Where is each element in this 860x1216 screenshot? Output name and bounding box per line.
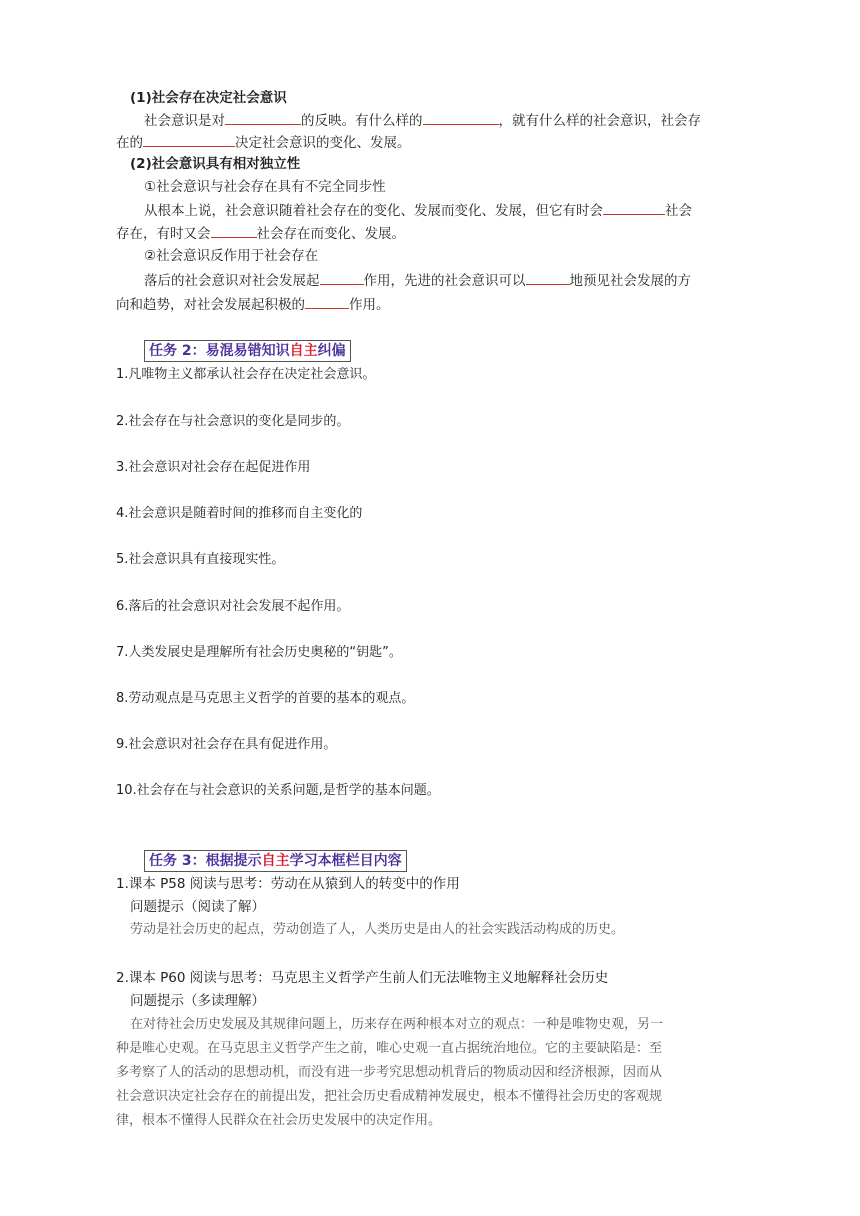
hint-body-2-line: 律，根本不懂得人民群众在社会历史发展中的决定作用。 [116,1113,442,1128]
subheading-reaction: ②社会意识反作用于社会存在 [144,248,319,264]
hint-label-1: 问题提示（阅读了解） [130,899,265,915]
fill-blank[interactable] [320,270,364,285]
fill-blank[interactable] [526,270,570,285]
paragraph-line: 存在，有时又会 社会存在而变化、发展。 [116,223,405,244]
list-item: 2.社会存在与社会意识的变化是同步的。 [116,414,350,429]
fill-blank[interactable] [423,110,499,125]
hint-body-1: 劳动是社会历史的起点，劳动创造了人，人类历史是由人的社会实践活动构成的历史。 [130,922,625,937]
list-item: 10.社会存在与社会意识的关系问题,是哲学的基本问题。 [116,783,440,798]
list-item: 1.凡唯物主义都承认社会存在决定社会意识。 [116,367,376,382]
list-item: 4.社会意识是随着时间的推移而自主变化的 [116,506,363,521]
task2-heading: 任务 2：易混易错知识自主纠偏 [144,340,351,362]
fill-blank[interactable] [603,200,665,215]
paragraph-line: 社会意识是对 的反映。有什么样的 ，就有什么样的社会意识，社会存 [144,110,701,131]
hint-body-2-line: 多考察了人的活动的思想动机，而没有进一步考究思想动机背后的物质动因和经济根源，因而从 [116,1065,663,1080]
heading-social-existence-determines: (1)社会存在决定社会意识 [130,90,287,106]
list-item: 5.社会意识具有直接现实性。 [116,552,285,567]
list-item: 8.劳动观点是马克思主义哲学的首要的基本的观点。 [116,691,415,706]
list-item: 3.社会意识对社会存在起促进作用 [116,460,311,475]
paragraph-line: 向和趋势，对社会发展起积极的 作用。 [116,294,390,315]
paragraph-line: 落后的社会意识对社会发展起 作用，先进的社会意识可以 地预见社会发展的方 [144,270,691,291]
hint-label-2: 问题提示（多读理解） [130,993,265,1009]
hint-body-2-line: 在对待社会历史发展及其规律问题上，历来存在两种根本对立的观点：一种是唯物史观，另一 [130,1017,664,1032]
subheading-asynchrony: ①社会意识与社会存在具有不完全同步性 [144,179,386,195]
fill-blank[interactable] [143,132,235,147]
hint-body-2-line: 社会意识决定社会存在的前提出发，把社会历史看成精神发展史，根本不懂得社会历史的客观规 [116,1089,663,1104]
paragraph-line: 在的 决定社会意识的变化、发展。 [116,132,411,153]
fill-blank[interactable] [211,223,257,238]
question-title-2: 2.课本 P60 阅读与思考：马克思主义哲学产生前人们无法唯物主义地解释社会历史 [116,970,609,986]
list-item: 7.人类发展史是理解所有社会历史奥秘的“钥匙”。 [116,645,402,660]
paragraph-line: 从根本上说，社会意识随着社会存在的变化、发展而变化、发展，但它有时会 社会 [144,200,692,221]
list-item: 9.社会意识对社会存在具有促进作用。 [116,737,337,752]
fill-blank[interactable] [225,110,301,125]
heading-relative-independence: (2)社会意识具有相对独立性 [130,156,301,172]
list-item: 6.落后的社会意识对社会发展不起作用。 [116,599,350,614]
task3-heading: 任务 3：根据提示自主学习本框栏目内容 [144,850,407,872]
hint-body-2-line: 种是唯心史观。在马克思主义哲学产生之前，唯心史观一直占据统治地位。它的主要缺陷是：至 [116,1041,663,1056]
question-title-1: 1.课本 P58 阅读与思考：劳动在从猿到人的转变中的作用 [116,876,460,892]
fill-blank[interactable] [305,294,349,309]
